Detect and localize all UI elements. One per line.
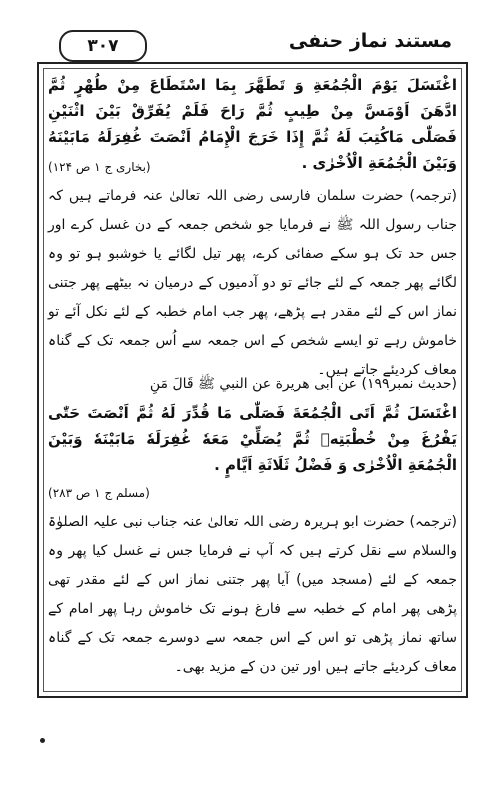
hadith2-arabic: اغْتَسَلَ ثُمَّ اَتَى الْجُمُعَةَ فَصَلّٰى مَا قُدِّرَ لَهُ ثُمَّ اَنْصَتَ حَتّٰى يَفْرُغَ مِنْ خُطْبَتِهٖ ثُمَّ يُصَلِّيْ مَعَهٗ غُفِرَلَهٗ مَابَيْنَهٗ وَبَيْنَ الْجُمُعَةِ الْاُخْرٰى وَ فَضْلُ ثَلَاثَةِ اَيَّامٍ .	[48, 404, 457, 474]
hadith2-intro: (حدیث نمبر۱۹۹) عن ابی هريرة عن النبي ﷺ قَالَ مَنِ	[149, 376, 457, 392]
hadith1-translation: (ترجمہ) حضرت سلمان فارسی رضی اللہ تعالیٰ عنہ فرماتے ہیں کہ جناب رسول اللہ ﷺ نے فرمایا جو شخص جمعہ کے دن غسل کرے اور جس حد تک ہو سکے صفائی کرے، پھر تیل لگائے یا خوشبو ہو تو وہ لگائے پھر جمعہ کے لئے جائے تو دو آدمیوں کے درمیان نہ بیٹھے پھر جتنی نماز اس کے لئے مقدر ہے پڑھے، پھر جب امام خطبہ کے لئے نکل آئے تو خاموش رہے تو ایسے شخص کے اس جمعہ سے اُس جمعہ تک کے گناہ معاف کردیئے جاتے ہیں۔	[48, 188, 457, 378]
page-number: ۳۰۷	[59, 30, 147, 62]
margin-dot	[40, 738, 45, 743]
page-header	[37, 22, 468, 62]
book-title: مستند نماز حنفی	[288, 30, 452, 52]
hadith2-translation: (ترجمہ) حضرت ابو ہریرہ رضی اللہ تعالیٰ عنہ جناب نبی علیہ الصلوٰۃ والسلام سے نقل کرتے ہیں کہ آپ نے فرمایا جس نے غسل کیا پھر وہ جمعہ کے لئے (مسجد میں) آیا پھر جتنی نماز اس کے لئے مقدر تھی پڑھی پھر امام کے خطبہ سے فارغ ہونے تک خاموش رہا پھر امام کے ساتھ نماز پڑھی تو اس کے اس جمعہ سے دوسرے جمعہ تک کے گناہ معاف کردیئے جاتے ہیں اور تین دن کے مزید بھی۔	[48, 514, 457, 675]
hadith1-arabic: اغْتَسَلَ يَوْمَ الْجُمُعَةِ وَ تَطَهَّرَ بِمَا اسْتَطَاعَ مِنْ طُهْرٍ ثُمَّ ادَّهَنَ اَوْمَسَّ مِنْ طِيبٍ ثُمَّ رَاحَ فَلَمْ يُفَرِّقْ بَيْنَ اثْنَيْنِ فَصَلّٰى مَاكُتِبَ لَهُ ثُمَّ إِذَا خَرَجَ الْإِمَامُ اَنْصَتَ غُفِرَلَهُ مَابَيْنَهُ وَبَيْنَ الْجُمُعَةِ الْاُخْرٰى .	[48, 76, 457, 172]
hadith1-reference: (بخاری ج ۱ ص ۱۲۴)	[48, 160, 151, 174]
hadith2-reference: (مسلم ج ۱ ص ۲۸۳)	[48, 486, 150, 500]
